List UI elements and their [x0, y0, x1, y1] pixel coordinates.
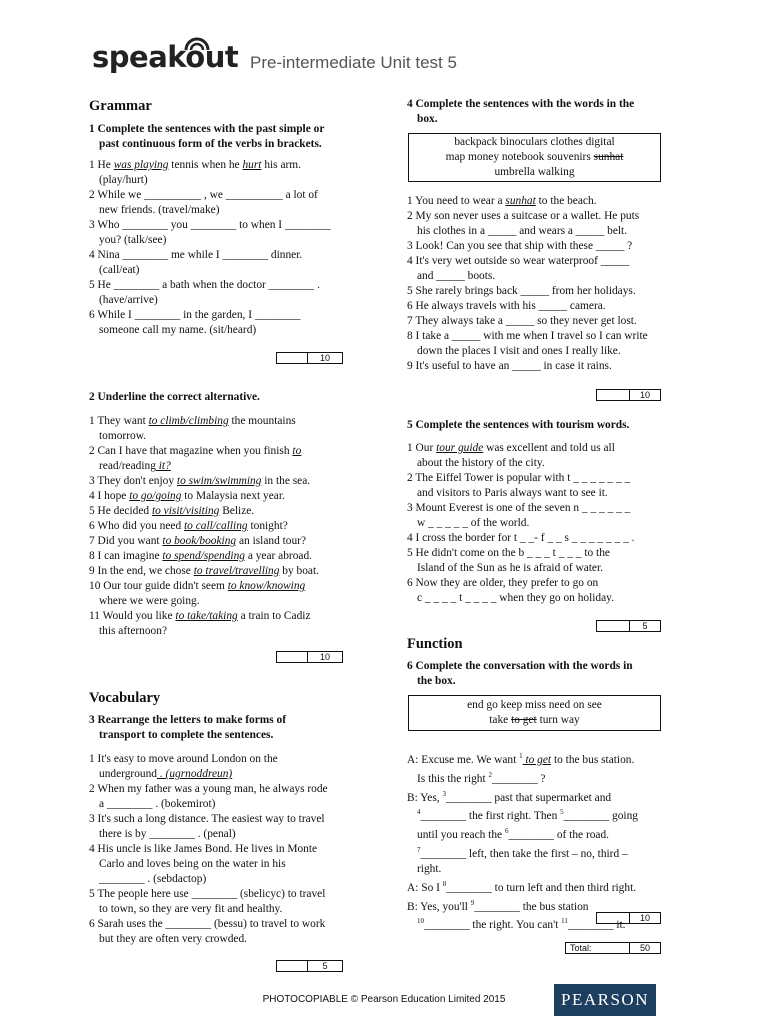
item-text: Belize. [219, 505, 255, 517]
item-text: 1 Our [407, 442, 437, 454]
item-line [89, 624, 369, 639]
item-text: 6 Sarah uses the ________ (bessu) to travel to work [89, 918, 326, 930]
ex6-instruction-line: the box. [417, 675, 456, 687]
item-line [89, 414, 369, 429]
dialogue-line [407, 768, 677, 787]
item-text: 1 They want [89, 415, 149, 427]
item-text: 5 The people here use ________ (sbelicyc) to travel [89, 888, 326, 900]
item-text: tennis when he [168, 159, 243, 171]
item-line [89, 782, 369, 797]
item-line [89, 564, 369, 579]
speakout-logo [92, 40, 238, 74]
item-text: Carlo and loves being on the water in his [99, 858, 286, 870]
item-line [89, 534, 369, 549]
footer-copyright: PHOTOCOPIABLE © Pearson Education Limited 2015 [262, 994, 506, 1005]
ex1-score-value: 10 [307, 353, 342, 363]
item-line [89, 444, 369, 459]
gap-number: 10 [417, 917, 424, 926]
ex4-score-box [596, 389, 661, 401]
answer-text: it? [155, 460, 171, 472]
page-subtitle: Pre-intermediate Unit test 5 [250, 53, 457, 72]
total-label: Total: [570, 943, 592, 953]
answer-text: to know/knowing [227, 580, 306, 592]
item-line [89, 917, 369, 932]
exercise-2 [89, 390, 369, 639]
item-line [407, 209, 672, 224]
item-line [407, 456, 672, 471]
item-line [89, 429, 369, 444]
ex4-word-box [408, 133, 661, 182]
item-line [407, 486, 672, 501]
item-line [89, 902, 369, 917]
ex6-score-box [596, 912, 661, 924]
function-heading: Function [407, 636, 463, 652]
item-text: a ________ . (bokemirot) [99, 798, 216, 810]
item-text: in the sea. [261, 475, 311, 487]
dialogue-text: until you reach the [417, 828, 505, 841]
item-text: where we were going. [99, 595, 200, 607]
item-text: (have/arrive) [99, 294, 158, 306]
dialogue-text: ________ the first right. Then [420, 810, 561, 823]
answer-text: to go/going [129, 490, 182, 502]
item-text: was excellent and told us all [483, 442, 615, 454]
item-text: 3 It's such a long distance. The easiest way to travel [89, 813, 325, 825]
item-text: 6 Now they are older, they prefer to go on [407, 577, 599, 589]
word-box-line: map money notebook souvenirs [445, 151, 591, 163]
gap-number: 9 [470, 898, 475, 907]
ex3-score-value: 5 [307, 961, 342, 971]
exercise-6 [407, 659, 672, 689]
item-text: read/reading [99, 460, 156, 472]
item-text: 5 He ________ a bath when the doctor ________ . [89, 279, 320, 291]
item-line [89, 308, 369, 323]
ex5-score-value: 5 [629, 621, 660, 631]
ex2-score-value: 10 [307, 652, 342, 662]
item-line [407, 546, 672, 561]
gap-number: 2 [488, 770, 493, 779]
item-text: underground [99, 768, 157, 780]
item-text: the mountains [228, 415, 296, 427]
dialogue-text: ________ of the road. [508, 828, 610, 841]
item-text: about the history of the city. [417, 457, 545, 469]
dialogue-text: Is this the right [417, 772, 489, 785]
item-text: his clothes in a _____ and wears a _____ belt. [417, 225, 628, 237]
ex3-score-box [276, 960, 343, 972]
dialogue-text: ________ ? [492, 772, 546, 785]
logo-arc-icon [184, 36, 210, 52]
item-text: but they are often very crowded. [99, 933, 248, 945]
word-box-line: take [489, 714, 509, 726]
item-text: his arm. [261, 159, 302, 171]
total-score-value: 50 [629, 943, 660, 953]
item-text: 3 Mount Everest is one of the seven n _ _ _ _ _ _ [407, 502, 631, 514]
gap-number: 3 [442, 789, 446, 798]
ex2-score-box [276, 651, 343, 663]
item-line [89, 278, 369, 293]
answer-text: to [292, 445, 302, 457]
item-line [407, 194, 672, 209]
item-line [89, 203, 369, 218]
dialogue-text: ________ the right. You can't [424, 919, 562, 932]
grammar-heading: Grammar [89, 98, 152, 114]
exercise-4-items [407, 194, 672, 374]
item-line [407, 284, 672, 299]
ex4-instruction-line: 4 Complete the sentences with the words in the [407, 98, 635, 110]
ex4-score-value: 10 [629, 390, 660, 400]
answer-text: tour guide [436, 442, 484, 454]
item-line [407, 501, 672, 516]
item-text: to Malaysia next year. [181, 490, 285, 502]
total-score-box [565, 942, 661, 954]
dialogue-line [407, 877, 677, 896]
dialogue-text: ________ the bus station [474, 900, 589, 913]
item-line [407, 299, 672, 314]
item-line [89, 504, 369, 519]
exercise-4 [407, 97, 672, 127]
item-text: 7 They always take a _____ so they never get lost. [407, 315, 637, 327]
dialogue-text: B: Yes, you'll [407, 900, 471, 913]
ex2-instruction: 2 Underline the correct alternative. [89, 391, 260, 403]
dialogue-text: right. [417, 862, 442, 875]
answer-text: sunhat [505, 195, 536, 207]
item-text: tomorrow. [99, 430, 147, 442]
word-box-line: end go keep miss need on see [467, 699, 602, 711]
item-line [89, 233, 369, 248]
item-line [89, 827, 369, 842]
item-text: an island tour? [236, 535, 307, 547]
item-line [407, 576, 672, 591]
dialogue-text: ________ going [563, 810, 638, 823]
item-line [89, 887, 369, 902]
item-text: 11 Would you like [89, 610, 176, 622]
item-text: and _____ boots. [417, 270, 496, 282]
item-line [407, 471, 672, 486]
item-text: down the places I visit and ones I really like. [417, 345, 621, 357]
struck-example-word: sunhat [593, 151, 624, 163]
exercise-6-dialogue [407, 749, 677, 933]
item-text: 6 Who did you need [89, 520, 185, 532]
item-text: 6 While I ________ in the garden, I ________ [89, 309, 301, 321]
item-text: to the beach. [535, 195, 597, 207]
dialogue-line [407, 749, 677, 768]
answer-text: to swim/swimming [176, 475, 262, 487]
item-text: 8 I take a _____ with me when I travel so I can write [407, 330, 648, 342]
dialogue-text: ________ past that supermarket and [445, 791, 612, 804]
dialogue-line [407, 805, 677, 824]
item-line [89, 263, 369, 278]
item-text: 1 He [89, 159, 114, 171]
item-text: 10 Our tour guide didn't seem [89, 580, 228, 592]
answer-text: to get [522, 753, 552, 766]
ex3-instruction-line: 3 Rearrange the letters to make forms of [89, 714, 287, 726]
dialogue-text: ________ left, then take the first – no, third – [420, 847, 628, 860]
answer-text: to book/booking [162, 535, 237, 547]
ex6-word-box [408, 695, 661, 731]
ex4-instruction-line: box. [417, 113, 438, 125]
item-text: a train to Cadiz [237, 610, 311, 622]
answer-text: . (ugrnoddreun) [157, 768, 233, 780]
dialogue-text: A: Excuse me. We want [407, 753, 520, 766]
answer-text: to travel/travelling [193, 565, 280, 577]
item-line [407, 441, 672, 456]
ex1-instruction-line: past continuous form of the verbs in brackets. [99, 138, 322, 150]
item-line [89, 248, 369, 263]
item-text: w _ _ _ _ _ of the world. [417, 517, 530, 529]
item-text: (play/hurt) [99, 174, 148, 186]
answer-text: to spend/spending [162, 550, 245, 562]
item-line [89, 549, 369, 564]
ex5-score-box [596, 620, 661, 632]
item-text: by boat. [279, 565, 319, 577]
vocabulary-heading: Vocabulary [89, 690, 161, 706]
item-text: 4 Nina ________ me while I ________ dinner. [89, 249, 303, 261]
item-line [89, 857, 369, 872]
gap-number: 1 [519, 752, 523, 760]
ex1-score-box [276, 352, 343, 364]
dialogue-line [407, 787, 677, 806]
item-text: 2 The Eiffel Tower is popular with t _ _ _ _ _ _ _ [407, 472, 631, 484]
item-text: new friends. (travel/make) [99, 204, 220, 216]
gap-number: 4 [417, 808, 421, 817]
exercise-1 [89, 122, 369, 338]
item-line [89, 323, 369, 338]
item-line [407, 329, 672, 344]
item-text: 4 I cross the border for t _ _- f _ _ s _ _ _ _ _ _ _ . [407, 532, 635, 544]
item-text: 5 He decided [89, 505, 152, 517]
item-line [407, 591, 672, 606]
item-line [407, 561, 672, 576]
item-line [89, 218, 369, 233]
ex1-instruction-line: 1 Complete the sentences with the past simple or [89, 123, 325, 135]
item-line [407, 531, 672, 546]
item-line [89, 797, 369, 812]
item-line [407, 269, 672, 284]
item-text: tonight? [247, 520, 288, 532]
answer-text: to climb/climbing [148, 415, 229, 427]
item-text: 2 While we __________ , we __________ a lot of [89, 189, 318, 201]
dialogue-text: B: Yes, [407, 791, 443, 804]
answer-text: to take/taking [175, 610, 238, 622]
word-box-line: turn way [539, 714, 580, 726]
item-line [89, 812, 369, 827]
gap-number: 5 [560, 808, 564, 817]
dialogue-text: ________ to turn left and then third right. [446, 881, 637, 894]
item-text: 3 Look! Can you see that ship with these _____ ? [407, 240, 633, 252]
item-text: 4 His uncle is like James Bond. He lives in Monte [89, 843, 318, 855]
item-text: 1 It's easy to move around London on the [89, 753, 278, 765]
dialogue-line [407, 824, 677, 843]
gap-number: 6 [504, 827, 509, 836]
item-text: 7 Did you want [89, 535, 163, 547]
item-text: ________ . (sebdactop) [99, 873, 207, 885]
word-box-line: umbrella walking [494, 166, 575, 178]
item-line [89, 752, 369, 767]
item-text: a year abroad. [244, 550, 313, 562]
item-text: 2 When my father was a young man, he always rode [89, 783, 328, 795]
item-line [89, 459, 369, 474]
item-text: there is by ________ . (penal) [99, 828, 236, 840]
pearson-logo: PEARSON [554, 984, 656, 1016]
item-text: 3 They don't enjoy [89, 475, 177, 487]
item-line [89, 188, 369, 203]
item-text: Island of the Sun as he is afraid of water. [417, 562, 603, 574]
gap-number: 7 [417, 845, 421, 854]
item-text: and visitors to Paris always want to see it. [417, 487, 608, 499]
item-text: (call/eat) [99, 264, 140, 276]
item-line [89, 293, 369, 308]
item-line [89, 767, 369, 782]
item-text: 2 Can I have that magazine when you finish [89, 445, 293, 457]
item-text: 2 My son never uses a suitcase or a wallet. He puts [407, 210, 640, 222]
item-text: 9 It's useful to have an _____ in case it rains. [407, 360, 612, 372]
gap-number: 11 [561, 917, 568, 926]
answer-text: to call/calling [184, 520, 248, 532]
ex6-score-value: 10 [629, 913, 660, 923]
answer-text: hurt [242, 159, 262, 171]
ex6-instruction-line: 6 Complete the conversation with the words in [407, 660, 633, 672]
item-line [89, 932, 369, 947]
item-line [89, 842, 369, 857]
dialogue-text: A: So I [407, 881, 443, 894]
item-text: 9 In the end, we chose [89, 565, 194, 577]
item-line [407, 254, 672, 269]
item-text: 1 You need to wear a [407, 195, 506, 207]
item-line [89, 872, 369, 887]
item-line [89, 158, 369, 173]
exercise-3 [89, 713, 369, 947]
item-text: 5 He didn't come on the b _ _ _ t _ _ _ to the [407, 547, 610, 559]
item-line [89, 609, 369, 624]
item-text: someone call my name. (sit/heard) [99, 324, 257, 336]
item-line [89, 579, 369, 594]
item-line [407, 359, 672, 374]
struck-example-word: to get [511, 714, 537, 726]
item-line [407, 314, 672, 329]
dialogue-text: ________ it. [567, 919, 626, 932]
item-text: 5 She rarely brings back _____ from her holidays. [407, 285, 636, 297]
dialogue-text: to the bus station. [551, 753, 635, 766]
ex5-instruction: 5 Complete the sentences with tourism words. [407, 419, 630, 431]
item-text: to town, so they are very fit and healthy. [99, 903, 283, 915]
item-line [407, 344, 672, 359]
logo-text: speakout [92, 40, 239, 74]
answer-text: to visit/visiting [151, 505, 220, 517]
item-text: you? (talk/see) [99, 234, 167, 246]
exercise-5 [407, 418, 672, 606]
item-text: 4 It's very wet outside so wear waterproof _____ [407, 255, 630, 267]
gap-number: 8 [442, 879, 447, 888]
answer-text: was playing [113, 159, 169, 171]
item-line [89, 489, 369, 504]
item-text: 4 I hope [89, 490, 130, 502]
item-line [89, 173, 369, 188]
word-box-line: backpack binoculars clothes digital [454, 136, 615, 148]
item-line [89, 474, 369, 489]
item-text: 6 He always travels with his _____ camera. [407, 300, 606, 312]
item-text: this afternoon? [99, 625, 168, 637]
item-line [89, 519, 369, 534]
item-text: 3 Who ________ you ________ to when I ________ [89, 219, 331, 231]
dialogue-line [407, 843, 677, 862]
item-line [89, 594, 369, 609]
item-line [407, 516, 672, 531]
ex3-instruction-line: transport to complete the sentences. [99, 729, 274, 741]
item-line [407, 239, 672, 254]
dialogue-line [407, 862, 677, 877]
item-text: 8 I can imagine [89, 550, 163, 562]
item-text: c _ _ _ _ t _ _ _ _ when they go on holiday. [417, 592, 614, 604]
item-line [407, 224, 672, 239]
